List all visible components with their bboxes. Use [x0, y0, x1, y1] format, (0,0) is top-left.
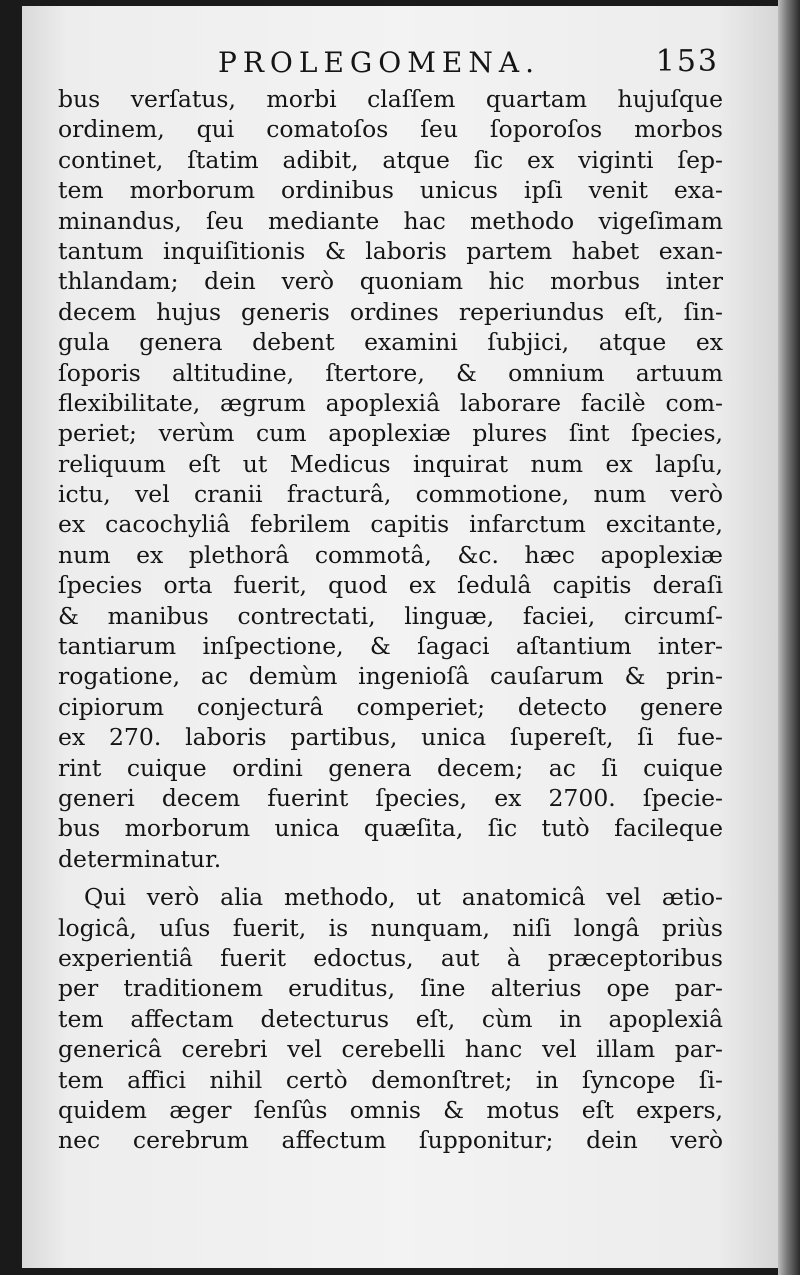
page-edge-shadow [778, 0, 800, 1275]
text-line: ictu, vel cranii fracturâ, commotione, num verò [58, 480, 723, 509]
text-line: periet; verùm cum apoplexiæ plures ſint ſpecies, [58, 419, 723, 448]
text-line: genericâ cerebri vel cerebelli hanc vel illam par- [58, 1035, 723, 1064]
text-line: determinatur. [58, 844, 222, 873]
text-line: tem affectam detecturus eſt, cùm in apoplexiâ [58, 1004, 723, 1033]
running-title: PROLEGOMENA. [218, 46, 540, 79]
running-head [58, 40, 723, 84]
page-text-block [58, 40, 723, 1156]
text-line: rint cuique ordini genera decem; ac ſi cuique [58, 753, 723, 782]
text-line: minandus, ſeu mediante hac methodo vigeſimam [58, 206, 723, 235]
text-line: nec cerebrum affectum ſupponitur; dein verò [58, 1126, 723, 1155]
text-line: bus morborum unica quæſita, ſic tutò facileque [58, 814, 723, 843]
text-line: ordinem, qui comatoſos ſeu ſoporoſos morbos [58, 115, 723, 144]
text-line: ex 270. laboris partibus, unica ſupereſt, ſi fue- [58, 723, 723, 752]
text-line: reliquum eſt ut Medicus inquirat num ex lapſu, [58, 449, 723, 478]
text-line: experientiâ fuerit edoctus, aut à præceptoribus [58, 943, 723, 972]
text-line: ſpecies orta fuerit, quod ex ſedulâ capitis deraſi [58, 571, 723, 600]
text-line: tem morborum ordinibus unicus ipſi venit exa- [58, 176, 723, 205]
text-line: flexibilitate, ægrum apoplexiâ laborare facilè com- [58, 388, 723, 417]
text-line: logicâ, uſus fuerit, is nunquam, niſi longâ priùs [58, 913, 723, 942]
text-line: quidem æger ſenſûs omnis & motus eſt expers, [58, 1095, 723, 1124]
text-line: tem affici nihil certò demonſtret; in ſyncope ſi- [58, 1065, 723, 1094]
text-line: continet, ſtatim adibit, atque ſic ex viginti ſep- [58, 145, 723, 174]
page-number: 153 [655, 44, 719, 79]
text-line: rogatione, ac demùm ingenioſâ cauſarum & prin- [58, 662, 723, 691]
text-line: bus verſatus, morbi claſſem quartam hujuſque [58, 85, 723, 113]
text-line: tantum inquiſitionis & laboris partem habet exan- [58, 236, 723, 265]
text-line: ſoporis altitudine, ſtertore, & omnium artuum [58, 358, 723, 387]
paragraph-2 [58, 882, 723, 1156]
text-line: Qui verò alia methodo, ut anatomicâ vel ætio- [84, 883, 723, 912]
text-line: generi decem fuerint ſpecies, ex 2700. ſpecie- [58, 783, 723, 812]
text-line: per traditionem eruditus, ſine alterius ope par- [58, 974, 723, 1003]
paragraph-gap [58, 874, 723, 882]
text-line: & manibus contrectati, linguæ, faciei, circumſ- [58, 601, 723, 630]
text-line: thlandam; dein verò quoniam hic morbus inter [58, 267, 723, 296]
text-line: cipiorum conjecturâ comperiet; detecto genere [58, 692, 723, 721]
text-line: tantiarum inſpectione, & ſagaci aſtantium inter- [58, 632, 723, 661]
text-line: gula genera debent examini ſubjici, atque ex [58, 328, 723, 357]
text-line: ex cacochyliâ febrilem capitis infarctum excitante, [58, 510, 723, 539]
text-line: num ex plethorâ commotâ, &c. hæc apoplexiæ [58, 540, 723, 569]
text-line: decem hujus generis ordines reperiundus eſt, ſin- [58, 297, 723, 326]
paragraph-1 [58, 84, 723, 874]
